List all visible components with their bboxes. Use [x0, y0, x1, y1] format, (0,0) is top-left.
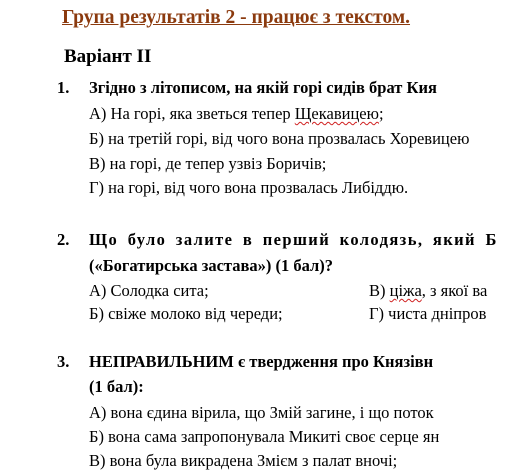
- answer-c-suffix: , з якої ва: [421, 281, 488, 300]
- question-2-answer-a: А) Солодка сита;: [89, 281, 209, 300]
- answer-a-marked-word: Щекавицею: [294, 104, 379, 123]
- question-3-number: 3.: [57, 352, 70, 371]
- question-3-text-line-1: НЕПРАВИЛЬНИМ є твердження про Князівн: [89, 352, 434, 371]
- answer-c-marked-word: ціжа: [389, 281, 422, 300]
- question-2-text-line-1: Що було залите в перший колодязь, який Б: [89, 230, 498, 249]
- answer-a-suffix: ;: [378, 104, 384, 123]
- question-2-answer-b: Б) свіже молоко від череди;: [89, 304, 283, 323]
- question-2-answer-c: [369, 281, 487, 301]
- variant-title: Варіант ІІ: [64, 46, 152, 67]
- question-1-answer-c: В) на горі, де тепер узвіз Боричів;: [89, 154, 327, 173]
- answer-a-prefix: А) На горі, яка зветься тепер: [89, 104, 295, 123]
- question-2-answer-d: Г) чиста дніпров: [369, 304, 487, 323]
- question-3-answer-c: В) вона була викрадена Змієм з палат вночі;: [89, 451, 398, 470]
- question-2-number: 2.: [57, 230, 70, 249]
- question-1-answer-a: [89, 104, 384, 124]
- question-3-answer-a: А) вона єдина вірила, що Змій загине, і що поток: [89, 403, 434, 422]
- question-2-text-line-2: («Богатирська застава») (1 бал)?: [89, 256, 333, 275]
- question-1-answer-d: Г) на горі, від чого вона прозвалась Либіддю.: [89, 178, 409, 197]
- question-1-text: Згідно з літописом, на якій горі сидів брат Кия: [89, 78, 437, 97]
- answer-c-prefix: В): [369, 281, 390, 300]
- page-header: Група результатів 2 - працює з текстом.: [62, 7, 411, 28]
- question-3-answer-b: Б) вона сама запропонувала Микиті своє серце ян: [89, 427, 440, 446]
- question-1-answer-b: Б) на третій горі, від чого вона прозвалась Хоревицею: [89, 129, 470, 148]
- question-1-number: 1.: [57, 78, 70, 97]
- question-3-text-line-2: (1 бал):: [89, 377, 144, 396]
